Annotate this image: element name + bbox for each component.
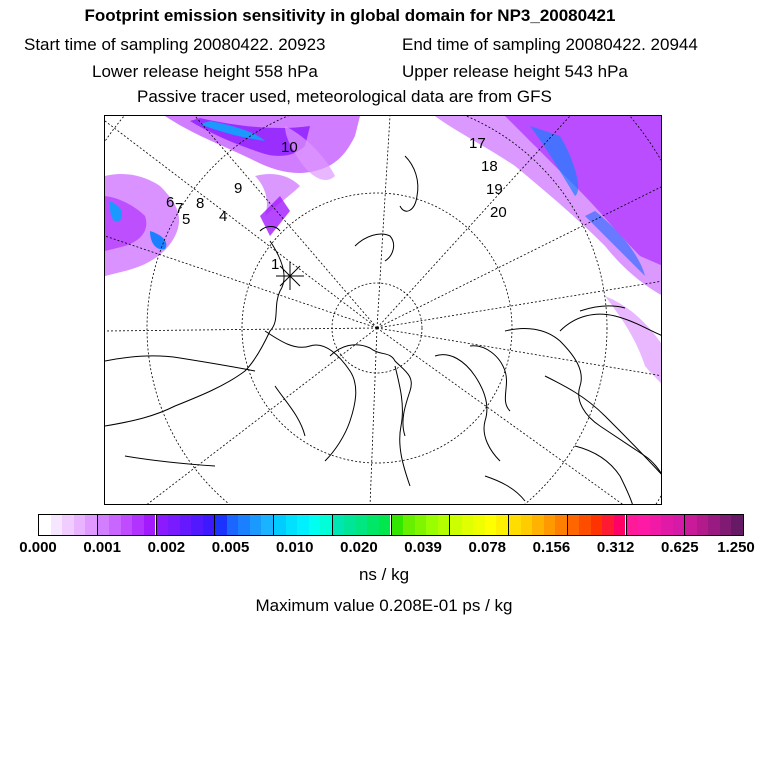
colorbar-swatch bbox=[109, 515, 121, 535]
trajectory-label-18: 18 bbox=[481, 158, 498, 175]
colorbar-swatch bbox=[144, 515, 156, 535]
colorbar-swatch bbox=[250, 515, 262, 535]
colorbar-swatch bbox=[367, 515, 379, 535]
trajectory-label-5: 5 bbox=[182, 211, 191, 228]
tracer-note: Passive tracer used, meteorological data are from GFS bbox=[137, 87, 552, 106]
colorbar-tick-label: 0.005 bbox=[211, 539, 250, 556]
trajectory-label-17: 17 bbox=[469, 135, 486, 152]
colorbar-segment bbox=[627, 515, 686, 535]
trajectory-label-8: 8 bbox=[196, 195, 205, 212]
trajectory-label-19: 19 bbox=[486, 181, 503, 198]
colorbar-tick-label: 1.250 bbox=[717, 539, 755, 556]
colorbar-swatch bbox=[121, 515, 133, 535]
colorbar-swatch bbox=[673, 515, 685, 535]
colorbar-tick-label: 0.312 bbox=[596, 539, 635, 556]
colorbar-swatch bbox=[532, 515, 544, 535]
colorbar-swatch bbox=[320, 515, 332, 535]
colorbar-tick-label: 0.625 bbox=[661, 539, 699, 556]
colorbar-swatch bbox=[450, 515, 462, 535]
colorbar-swatch bbox=[496, 515, 508, 535]
colorbar-swatch bbox=[309, 515, 321, 535]
colorbar-swatch bbox=[650, 515, 662, 535]
colorbar-swatch bbox=[180, 515, 192, 535]
colorbar-segment bbox=[157, 515, 216, 535]
colorbar-tick-label: 0.002 bbox=[147, 539, 186, 556]
trajectory-label-20: 20 bbox=[490, 204, 507, 221]
colorbar-swatch bbox=[544, 515, 556, 535]
asterisk-icon bbox=[276, 262, 304, 290]
trajectory-label-1: 1 bbox=[271, 256, 280, 273]
colorbar-swatch bbox=[191, 515, 203, 535]
colorbar-swatch bbox=[227, 515, 239, 535]
colorbar-swatch bbox=[614, 515, 626, 535]
colorbar-swatch bbox=[731, 515, 743, 535]
colorbar-tick-label: 0.020 bbox=[340, 539, 378, 556]
colorbar-swatch bbox=[485, 515, 497, 535]
colorbar-swatch bbox=[685, 515, 697, 535]
colorbar-tick-label: 0.010 bbox=[275, 539, 314, 556]
trajectory-label-9: 9 bbox=[234, 180, 243, 197]
colorbar-swatch bbox=[697, 515, 709, 535]
colorbar-swatch bbox=[215, 515, 227, 535]
colorbar-swatch bbox=[297, 515, 309, 535]
sensitivity-plume-northeast bbox=[435, 116, 662, 386]
trajectory-label-7: 7 bbox=[175, 200, 184, 217]
colorbar-swatch bbox=[51, 515, 63, 535]
colorbar-swatch bbox=[168, 515, 180, 535]
colorbar-swatch bbox=[708, 515, 720, 535]
colorbar-swatch bbox=[509, 515, 521, 535]
colorbar-swatch bbox=[39, 515, 51, 535]
trajectory-label-6: 6 bbox=[166, 194, 175, 211]
start-time-label: Start time of sampling 20080422. 20923 bbox=[24, 35, 326, 54]
colorbar-swatch bbox=[473, 515, 485, 535]
colorbar-segment bbox=[215, 515, 274, 535]
colorbar-segment bbox=[39, 515, 98, 535]
colorbar-swatch bbox=[555, 515, 567, 535]
colorbar-swatch bbox=[627, 515, 639, 535]
colorbar-swatch bbox=[333, 515, 345, 535]
colorbar-swatch bbox=[274, 515, 286, 535]
sensitivity-plume-northwest bbox=[105, 116, 360, 276]
maximum-value-label: Maximum value 0.208E-01 ps / kg bbox=[255, 596, 513, 615]
colorbar-swatch bbox=[720, 515, 732, 535]
colorbar-swatch bbox=[98, 515, 110, 535]
colorbar-tick-label: 0.156 bbox=[532, 539, 571, 556]
colorbar-swatch bbox=[238, 515, 250, 535]
colorbar-swatch bbox=[638, 515, 650, 535]
colorbar-swatch bbox=[521, 515, 533, 535]
colorbar-swatch bbox=[356, 515, 368, 535]
colorbar-unit: ns / kg bbox=[358, 565, 410, 584]
colorbar-swatch bbox=[203, 515, 215, 535]
colorbar-swatch bbox=[85, 515, 97, 535]
colorbar-swatch bbox=[602, 515, 614, 535]
map-title: Footprint emission sensitivity in global domain for NP3_20080421 bbox=[84, 6, 616, 25]
colorbar-swatch bbox=[661, 515, 673, 535]
colorbar bbox=[38, 514, 744, 536]
colorbar-swatch bbox=[426, 515, 438, 535]
colorbar-segment bbox=[98, 515, 157, 535]
colorbar-swatch bbox=[462, 515, 474, 535]
colorbar-swatch bbox=[261, 515, 273, 535]
colorbar-swatch bbox=[132, 515, 144, 535]
colorbar-swatch bbox=[403, 515, 415, 535]
colorbar-tick-label: 0.078 bbox=[468, 539, 507, 556]
colorbar-swatch bbox=[438, 515, 450, 535]
upper-release-height-label: Upper release height 543 hPa bbox=[402, 62, 628, 81]
colorbar-tick-label: 0.001 bbox=[83, 539, 121, 556]
colorbar-tick-label: 0.000 bbox=[19, 539, 57, 556]
colorbar-segment bbox=[509, 515, 568, 535]
colorbar-segment bbox=[392, 515, 451, 535]
colorbar-segment bbox=[685, 515, 743, 535]
colorbar-swatch bbox=[568, 515, 580, 535]
colorbar-tick-label: 0.039 bbox=[404, 539, 442, 556]
colorbar-swatch bbox=[74, 515, 86, 535]
polar-map bbox=[105, 116, 662, 505]
colorbar-swatch bbox=[415, 515, 427, 535]
colorbar-swatch bbox=[392, 515, 404, 535]
colorbar-swatch bbox=[286, 515, 298, 535]
end-time-label: End time of sampling 20080422. 20944 bbox=[402, 35, 698, 54]
colorbar-segment bbox=[450, 515, 509, 535]
trajectory-label-4: 4 bbox=[219, 208, 228, 225]
colorbar-segment bbox=[333, 515, 392, 535]
colorbar-swatch bbox=[344, 515, 356, 535]
lower-release-height-label: Lower release height 558 hPa bbox=[92, 62, 318, 81]
colorbar-swatch bbox=[157, 515, 169, 535]
colorbar-swatch bbox=[591, 515, 603, 535]
colorbar-segment bbox=[274, 515, 333, 535]
colorbar-swatch bbox=[579, 515, 591, 535]
map-panel bbox=[104, 115, 662, 505]
colorbar-segment bbox=[568, 515, 627, 535]
colorbar-swatch bbox=[379, 515, 391, 535]
trajectory-label-10: 10 bbox=[281, 139, 298, 156]
colorbar-swatch bbox=[62, 515, 74, 535]
